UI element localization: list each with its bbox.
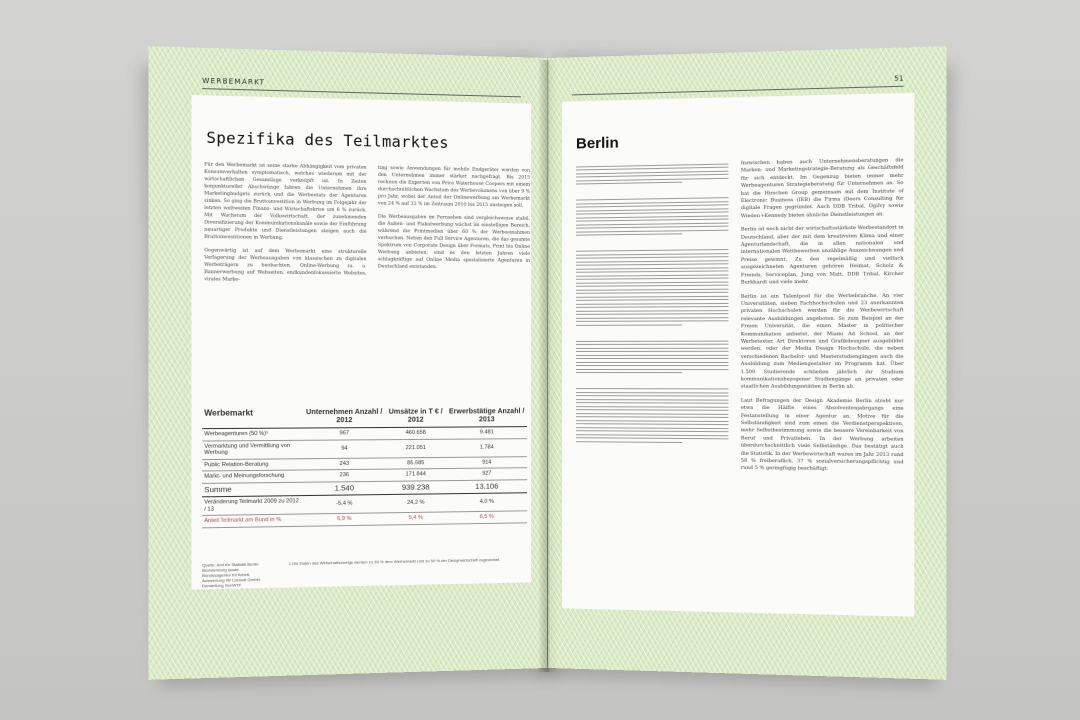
- paragraph: ting sowie Anwendungen für mobile Endgeräte) werden von den Unternehmen immer stärker nachgefragt. Bis 2015 rechnen die Experten von Price Waterhouse Coopers mit einem durchschnittlichen Wachstum des Werbevolumens von über 9 % pro Jahr, wobei der Anteil der Onlinewerbung am Werbemarkt von 24 % auf 33 % im Zeitraum 2010 bis 2015 ansteigen soll.: [377, 165, 531, 209]
- statistics-table: [202, 406, 527, 528]
- right-page-content: [562, 74, 914, 617]
- table-cell: 9.481: [446, 427, 527, 439]
- table-cell: 927: [446, 468, 527, 480]
- table-header: Werbemarkt: [202, 407, 303, 429]
- text-column-1: [204, 162, 366, 291]
- table-cell: 94: [303, 439, 385, 458]
- text-column-1: [576, 161, 728, 446]
- table-cell: 914: [446, 456, 527, 468]
- page-number: 51: [894, 74, 904, 83]
- table-cell: Werbeagenturen (50 %)¹: [202, 428, 303, 441]
- left-page: [149, 46, 547, 680]
- table-cell: -5,4 %: [303, 495, 385, 514]
- left-page-content: [191, 76, 531, 590]
- table-cell: Anteil Teilmarkt am Bund in %: [202, 514, 303, 527]
- running-head: WERBEMARKT: [202, 77, 521, 98]
- table-cell: Vermarktung und Vermittlung von Werbung: [202, 440, 303, 459]
- table-cell: Veränderung Teilmarkt 2009 zu 2012 / 13: [202, 496, 303, 516]
- table-cell: 460.658: [385, 427, 446, 439]
- text-column-2: [378, 165, 530, 278]
- table-cell: 13.106: [446, 479, 527, 494]
- paragraph: Berlin ist ein Talentpool für die Werbebranche. An vier Universitäten, sieben Fachhochschulen und 23 anerkannten privaten Hochschulen werden für die Werbewirtschaft relevante Ausbildungen angeboten. So zum Beispiel an der Freien Universität, die einen Master in politischer Kommunikation anbietet, der Miami Ad School, an der Werbetexter, Art Direktoren und Grafikdesigner ausgebildet werden, oder der Media Design Hochschule, die neben verschiedenen Bachelor- und Masterstudiengängen auch die Ausbildung zum Mediengestalter im Programm hat. Über 1.500 Studierende schließen jährlich ihr Studium kommunikationsbezogener Studiengänge an privaten oder staatlichen Ausbildungsstätten in Berlin ab.: [740, 292, 904, 391]
- paragraph: Berlin ist noch nicht der wirtschaftsstärkste Werbestandort in Deutschland, aber der mit dem kreativsten Klima und einer Agenturlandschaft, die in allen nationalen und internationalen Wettbewerben unzählige Auszeichnungen und Preise gewinnt. Zu den regelmäßig und vielfach ausgezeichneten Agenturen gehören Heimat, Scholz & Friends, Serviceplan, Jung von Matt, DDB Tribal, Kircher Burkhardt und viele mehr.: [740, 224, 904, 286]
- table-header: Umsätze in T € / 2012: [385, 406, 446, 427]
- table-cell: 5,4 %: [385, 512, 446, 525]
- table-cell: 939.238: [385, 480, 446, 494]
- table-header: Erwerbstätige Anzahl / 2013: [446, 406, 527, 427]
- book-spine-shadow: [538, 60, 558, 672]
- running-head-right: [572, 74, 904, 95]
- right-page: [548, 46, 946, 680]
- table-source-note: Quelle: Amt für Statistik Berlin-Brandenburg sowie Bundesagentur für Arbeit, Auswertung IW Consult GmbH, Darstellung SenWTF: [202, 561, 261, 589]
- paragraph: Laut Befragungen der Design Akademie Berlin strebt nur etwa die Hälfte eines Absolventenjahrgangs eine Festanstellung in einer Agentur an. Motive für die Selbständigkeit sind zum einen die Verdienstperspektiven, mehr Selbstbestimmung sowie die bessere Vereinbarkeit von Beruf und Privatleben. In der Werbung arbeiten überdurchschnittlich viele Selbständige. Das bestätigt auch die Statistik. In der Werbewirtschaft waren im Jahr 2013 rund 58 % freiberuflich, 37 % sozialversicherungspflichtig und rund 5 % geringfügig beschäftigt.: [740, 397, 904, 473]
- table-cell: 85.685: [385, 457, 446, 469]
- table-cell: 967: [303, 427, 385, 439]
- table-cell: Summe: [202, 482, 303, 497]
- table-cell: 6,5 %: [446, 511, 527, 524]
- table-cell: Markt- und Meinungsforschung: [202, 470, 303, 483]
- table-cell: 24,2 %: [385, 494, 446, 513]
- paragraph: Gegenwärtig ist auf dem Werbemarkt eine strukturelle Verlagerung der Werbeausgaben von klassischen zu digitalen Werbeträgern zu beobachten. Online-Werbung (u. a. Bannerwerbung auf Webseiten, endkundenfokussierte Websites, virales Marke-: [204, 248, 367, 283]
- text-column-2: [741, 157, 904, 481]
- table-cell: 236: [303, 469, 385, 482]
- page-title: Berlin: [575, 134, 619, 153]
- table-cell: 1.784: [446, 438, 527, 457]
- page-title: Spezifika des Teilmarktes: [206, 128, 449, 153]
- table-header: Unternehmen Anzahl / 2012: [303, 407, 385, 428]
- table-footnote: 1 Die Daten des Wirtschaftszweigs werden zu 50 % dem Werbemarkt und zu 50 % der Designwirtschaft zugeordnet.: [288, 556, 501, 566]
- table-cell: 171.844: [385, 469, 446, 481]
- table-cell: 4,0 %: [446, 493, 527, 512]
- paragraph: Die Werbeausgaben im Fernsehen sind vergleichsweise stabil, die Außen- und Plakatwerbung wächst im einstelligen Bereich, während die Printmedien über 60 % der Werbeeinahmen verbuchen. Neben den Full Service Agenturen, die das gesamte Spektrum von Corporate Design über Formats, Print bis Online Werbung anbieten, sind es den letzten Jahren viele schlagkräftige auf Online Media spezialisierte Agenturen in Deutschland entstanden.: [377, 214, 531, 271]
- table-cell: 221.051: [385, 439, 446, 458]
- table-cell: 6,9 %: [303, 513, 385, 526]
- table-cell: 1.540: [303, 481, 385, 496]
- table-cell: 243: [303, 457, 385, 470]
- paragraph: Für den Werbemarkt ist seine starke Abhängigkeit vom privaten Konsumverhalten symptomatisch, welches wiederum mit der wirtschaftlichen Gesamtlage verknüpft ist. In Zeiten konjunktureller Abschwünge fahren die Unternehmen ihre Marketingbudgets zurück und die Werbeetats der Agenturen sinken. So ging die Bruttoinvestition in Werbung im Folgejahr der letzten weltweiten Finanz- und Wirtschaftskrise um 6 % zurück. Mit Wachstum der Volkswirtschaft, der zunehmenden Diversifizierung der Kommunikationskanäle sowie der Einführung neuartiger Produkte und Dienstleistungen steigen auch die Bruttoinvestitionen in Werbung.: [204, 162, 367, 241]
- table-cell: Public Relation-Beratung: [202, 458, 303, 471]
- paragraph: Inzwischen haben auch Unternehmensberatungen die Marken- und Marketingstrategie-Beratung als Geschäftsfeld für sich entdeckt. Im Gegenzug bieten immer mehr Werbeagenturen Strategieberatung für Unternehmen an. So hat die Hirschen Group gemeinsam mit dem Institute of Electronic Business (IEB) die Firma iDeers Consulting für digitale Fragen gegründet. Auch DDB Tribal, Ogilvy sowie Wieden+Kennedy bieten ähnliche Dienstleistungen an.: [740, 157, 904, 220]
